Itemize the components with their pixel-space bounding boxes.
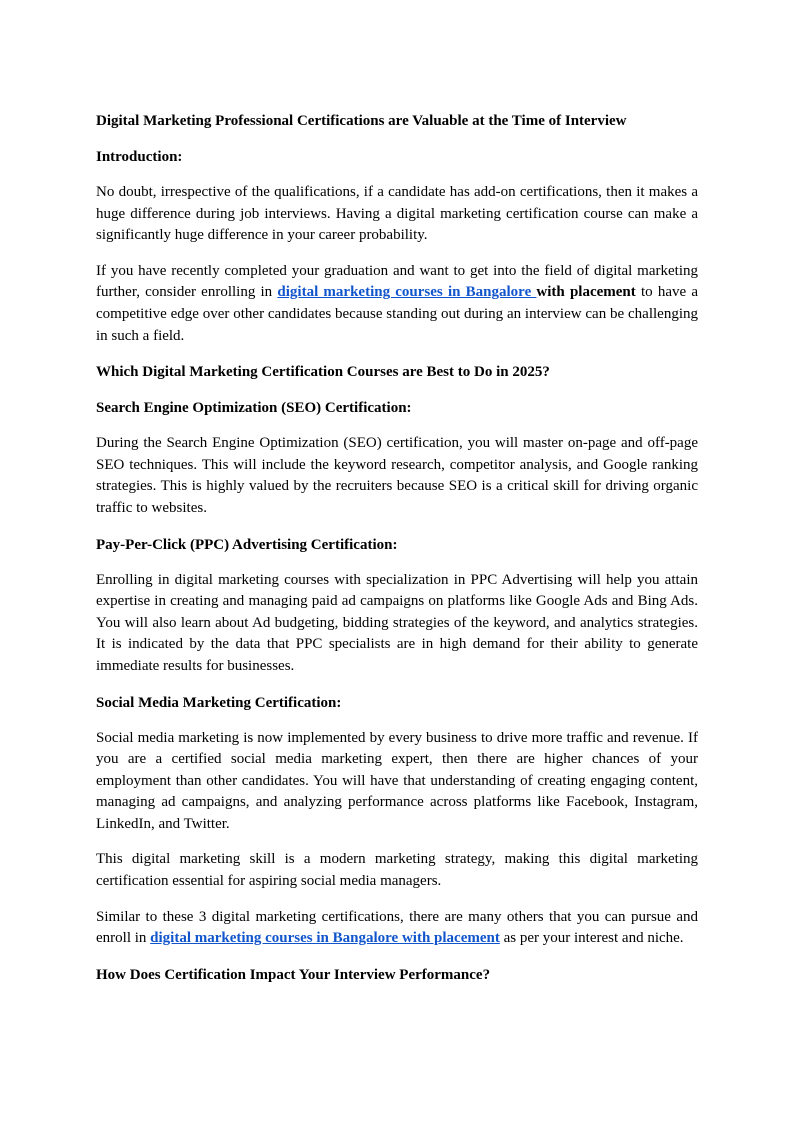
- with-placement-text: with placement: [536, 284, 636, 301]
- document-title: Digital Marketing Professional Certifications are Valuable at the Time of Interview: [96, 113, 627, 129]
- smm-paragraph: Social media marketing is now implemented by every business to drive more traffic and revenue. If you are a certified social media marketing expert, then there are higher chances of your employment than other candidates. You will have that understanding of creating engaging content, managing ad campaigns, and analyzing performance across platforms like Facebook, Instagram, LinkedIn, and Twitter.: [96, 729, 698, 832]
- seo-heading: Search Engine Optimization (SEO) Certification:: [96, 400, 412, 417]
- introduction-heading: Introduction:: [96, 149, 183, 165]
- introduction-paragraph: No doubt, irrespective of the qualifications, if a candidate has add-on certifications, then it makes a huge difference during job interviews. Having a digital marketing certification course can make a significantly huge difference in your career probability.: [96, 184, 698, 244]
- ppc-heading: Pay-Per-Click (PPC) Advertising Certification:: [96, 536, 398, 553]
- best-courses-heading: Which Digital Marketing Certification Courses are Best to Do in 2025?: [96, 364, 550, 381]
- document-page: [96, 110, 698, 1000]
- ppc-paragraph: Enrolling in digital marketing courses with specialization in PPC Advertising will help you attain expertise in creating and managing paid ad campaigns on platforms like Google Ads and Bing Ads. You will also learn about Ad budgeting, bidding strategies of the keyword, and analytics strategies. It is indicated by the data that PPC specialists are in high demand for their ability to generate immediate results for businesses.: [96, 571, 698, 674]
- impact-heading: How Does Certification Impact Your Interview Performance?: [96, 966, 491, 983]
- similar-text-part1: Similar to these 3 digital marketing certifications, there are many others that you can pursue and enroll in: [96, 908, 698, 947]
- smm-heading: Social Media Marketing Certification:: [96, 694, 342, 711]
- seo-paragraph: During the Search Engine Optimization (SEO) certification, you will master on-page and off-page SEO techniques. This will include the keyword research, competitor analysis, and Google ranking strategies. This is highly valued by the recruiters because SEO is a critical skill for driving organic traffic to websites.: [96, 435, 698, 516]
- bangalore-courses-link[interactable]: digital marketing courses in Bangalore: [277, 284, 537, 301]
- graduation-text-part1: If you have recently completed your graduation and want to get into the field of digital marketing further, consider enrolling in: [96, 262, 698, 301]
- similar-paragraph: [96, 907, 698, 950]
- similar-text-part2: as per your interest and niche.: [499, 930, 684, 947]
- skill-paragraph: This digital marketing skill is a modern marketing strategy, making this digital marketing certification essential for aspiring social media managers.: [96, 851, 698, 890]
- graduation-paragraph: [96, 261, 698, 347]
- bangalore-placement-link[interactable]: digital marketing courses in Bangalore with placement: [150, 930, 500, 947]
- graduation-text-part2: to have a competitive edge over other candidates because standing out during an interview can be challenging in such a field.: [96, 284, 699, 344]
